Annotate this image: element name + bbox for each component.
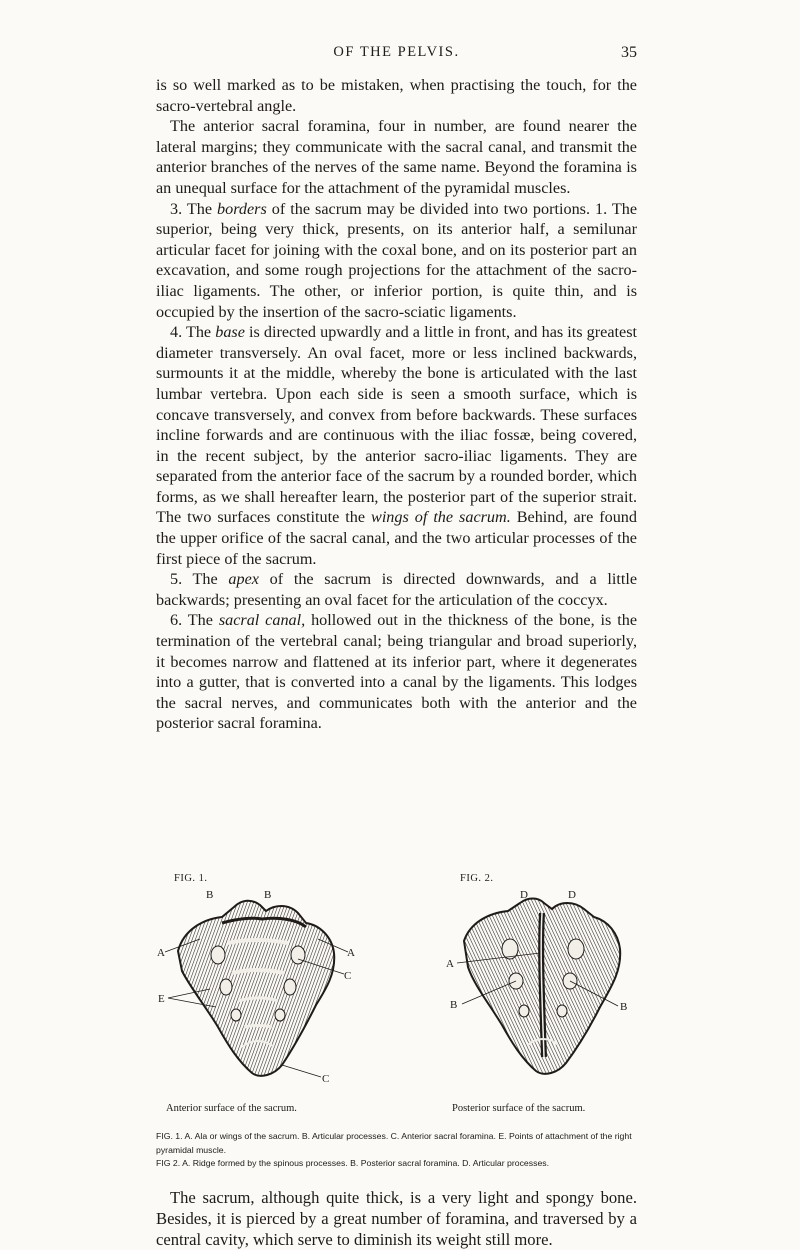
fig2-letter-b-left: B <box>450 999 458 1011</box>
legend-fig2: FIG 2. A. Ridge formed by the spinous processes. B. Posterior sacral foramina. D. Articular processes. <box>156 1158 550 1168</box>
fig1-letter-a-right: A <box>347 947 355 959</box>
fig1-letter-b-right: B <box>264 889 272 901</box>
paragraph-text: of the sacrum is directed downwards, and a little backwards; presenting an oval facet for the articulation of the coccyx. <box>156 570 638 609</box>
fig1-letter-e: E <box>158 993 165 1005</box>
fig1-letter-c-lower: C <box>322 1073 330 1085</box>
closing-paragraph <box>156 1187 637 1250</box>
paragraph-lead: 6. The <box>170 611 219 630</box>
term-base: base <box>215 323 245 342</box>
fig2-letter-d-left: D <box>520 889 528 901</box>
fig2-label: FIG. 2. <box>460 873 494 884</box>
fig1-letter-b-left: B <box>206 889 214 901</box>
paragraph-text: is directed upwardly and a little in front, and has its greatest diameter transversely. An oval facet, more or less inclined backwards, surmounts it at the middle, whereby the bone is articulated with the last lumbar vertebra. Upon each side is seen a smooth surface, which is concave transversely, and convex from before backwards. These surfaces incline forwards and are continuous with the iliac fossæ, being covered, in the recent subject, by the anterior sacro-iliac ligaments. They are separated from the anterior face of the sacrum by a rounded border, which forms, as we shall hereafter learn, the posterior part of the superior strait. The two surfaces constitute the <box>156 323 638 527</box>
page-header <box>156 44 637 66</box>
fig2-letter-d-right: D <box>568 889 576 901</box>
fig2-letter-a: A <box>446 958 454 970</box>
paragraph-borders <box>156 199 637 323</box>
term-wings: wings of the sacrum. <box>371 508 511 527</box>
fig1-letter-c-upper: C <box>344 970 352 982</box>
term-borders: borders <box>217 199 267 218</box>
fig1-bone <box>178 901 334 1076</box>
running-head: OF THE PELVIS. <box>333 44 460 60</box>
paragraph-text: hollowed out in the thickness of the bone, is the termination of the vertebral canal; being triangular and broad superiorly, it becomes narrow and flattened at its inferior part, where it degenerates into a gutter, that is converted into a canal by the ligaments. This lodges the sacral nerves, and communicates both with the anterior and the posterior sacral foramina. <box>156 611 638 733</box>
fig1-caption: Anterior surface of the sacrum. <box>166 1103 297 1114</box>
page-number: 35 <box>621 44 637 61</box>
term-apex: apex <box>228 570 259 589</box>
legend-fig1: FIG. 1. A. Ala or wings of the sacrum. B. Articular processes. C. Anterior sacral foramina. E. Points of attachment of the right pyramidal muscle. <box>156 1131 632 1155</box>
paragraph-text: Behind, are found the upper orifice of the sacral canal, and the two articular processes of the first piece of the sacrum. <box>156 508 637 568</box>
term-sacral-canal: sacral canal, <box>218 611 306 630</box>
paragraph-lead: 4. The <box>170 323 216 342</box>
paragraph-anterior-foramina: The anterior sacral foramina, four in number, are found nearer the lateral margins; they communicate with the sacral canal, and transmit the anterior branches of the nerves of the same name. Beyond the foramina is an unequal surface for the attachment of the pyramidal muscles. <box>156 117 637 197</box>
figures-block <box>156 873 637 1118</box>
fig2-letter-b-right: B <box>620 1001 628 1013</box>
fig1-sacrum-anterior-illustration <box>156 889 356 1089</box>
paragraph-lead: 5. The <box>170 570 229 589</box>
fig1-label: FIG. 1. <box>174 873 208 884</box>
paragraph-text: of the sacrum may be divided into two portions. 1. The superior, being very thick, presents, on its anterior half, a semilunar articular facet for joining with the coxal bone, and on its posterior part an excavation, and some rough projections for the attachment of the sacro-iliac ligaments. The other, or inferior portion, is quite thin, and is occupied by the insertion of the sacro-sciatic ligaments. <box>156 199 638 321</box>
paragraph-lead: 3. The <box>170 199 218 218</box>
paragraph-base <box>156 322 637 569</box>
body-text <box>156 75 637 734</box>
fig2-bone <box>464 899 620 1074</box>
paragraph-continuation: is so well marked as to be mistaken, when practising the touch, for the sacro-vertebral angle. <box>156 76 637 115</box>
figure-legend <box>156 1130 637 1171</box>
fig1-letter-a-left: A <box>157 947 165 959</box>
fig2-sacrum-posterior-illustration <box>440 889 640 1089</box>
fig2-caption: Posterior surface of the sacrum. <box>452 1103 586 1114</box>
paragraph-sacral-canal <box>156 610 637 734</box>
paragraph-closing: The sacrum, although quite thick, is a very light and spongy bone. Besides, it is pierced by a great number of foramina, and traversed by a central cavity, which serve to diminish its weight still more. <box>156 1188 637 1249</box>
paragraph-apex <box>156 569 637 610</box>
